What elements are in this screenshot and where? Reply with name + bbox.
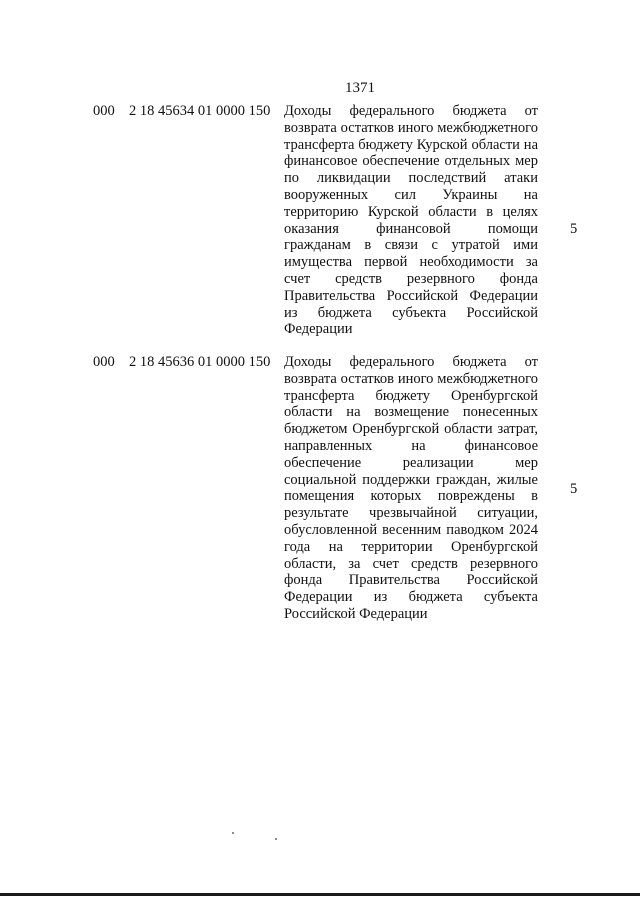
page-number: 1371 [345,80,375,96]
admin-code: 000 [93,103,115,119]
income-description [284,103,538,338]
income-description [284,354,538,623]
admin-code: 000 [93,354,115,370]
income-description-text: Доходы федерального бюджета от возврата остатков иного межбюджетного трансферта бюджету Оренбургской области на возмещение понесенных бюджетом Оренбургской области затрат, направленных на финансовое обеспечение реализации мер социальной поддержки граждан, жилые помещения которых повреждены в результате чрезвычайной ситуации, обусловленной весенним паводком 2024 года на территории Оренбургской области, за счет средств резервного фонда Правительства Российской Федерации из бюджета субъекта Российской Федерации [284,354,538,622]
amount-value: 5 [570,481,578,497]
scan-speck [232,832,234,834]
budget-classification-code: 2 18 45636 01 0000 150 [129,354,271,370]
amount-value: 5 [570,221,578,237]
budget-classification-code: 2 18 45634 01 0000 150 [129,103,271,119]
scan-speck [275,838,277,840]
scan-edge-line [0,893,640,896]
income-description-text: Доходы федерального бюджета от возврата остатков иного межбюджетного трансферта бюджету Курской области на финансовое обеспечение отдельных мер по ликвидации последствий атаки вооруженных сил Украины на территорию Курской области в целях оказания финансовой помощи гражданам в связи с утратой ими имущества первой необходимости за счет средств резервного фонда Правительства Российской Федерации из бюджета субъекта Российской Федерации [284,103,538,338]
